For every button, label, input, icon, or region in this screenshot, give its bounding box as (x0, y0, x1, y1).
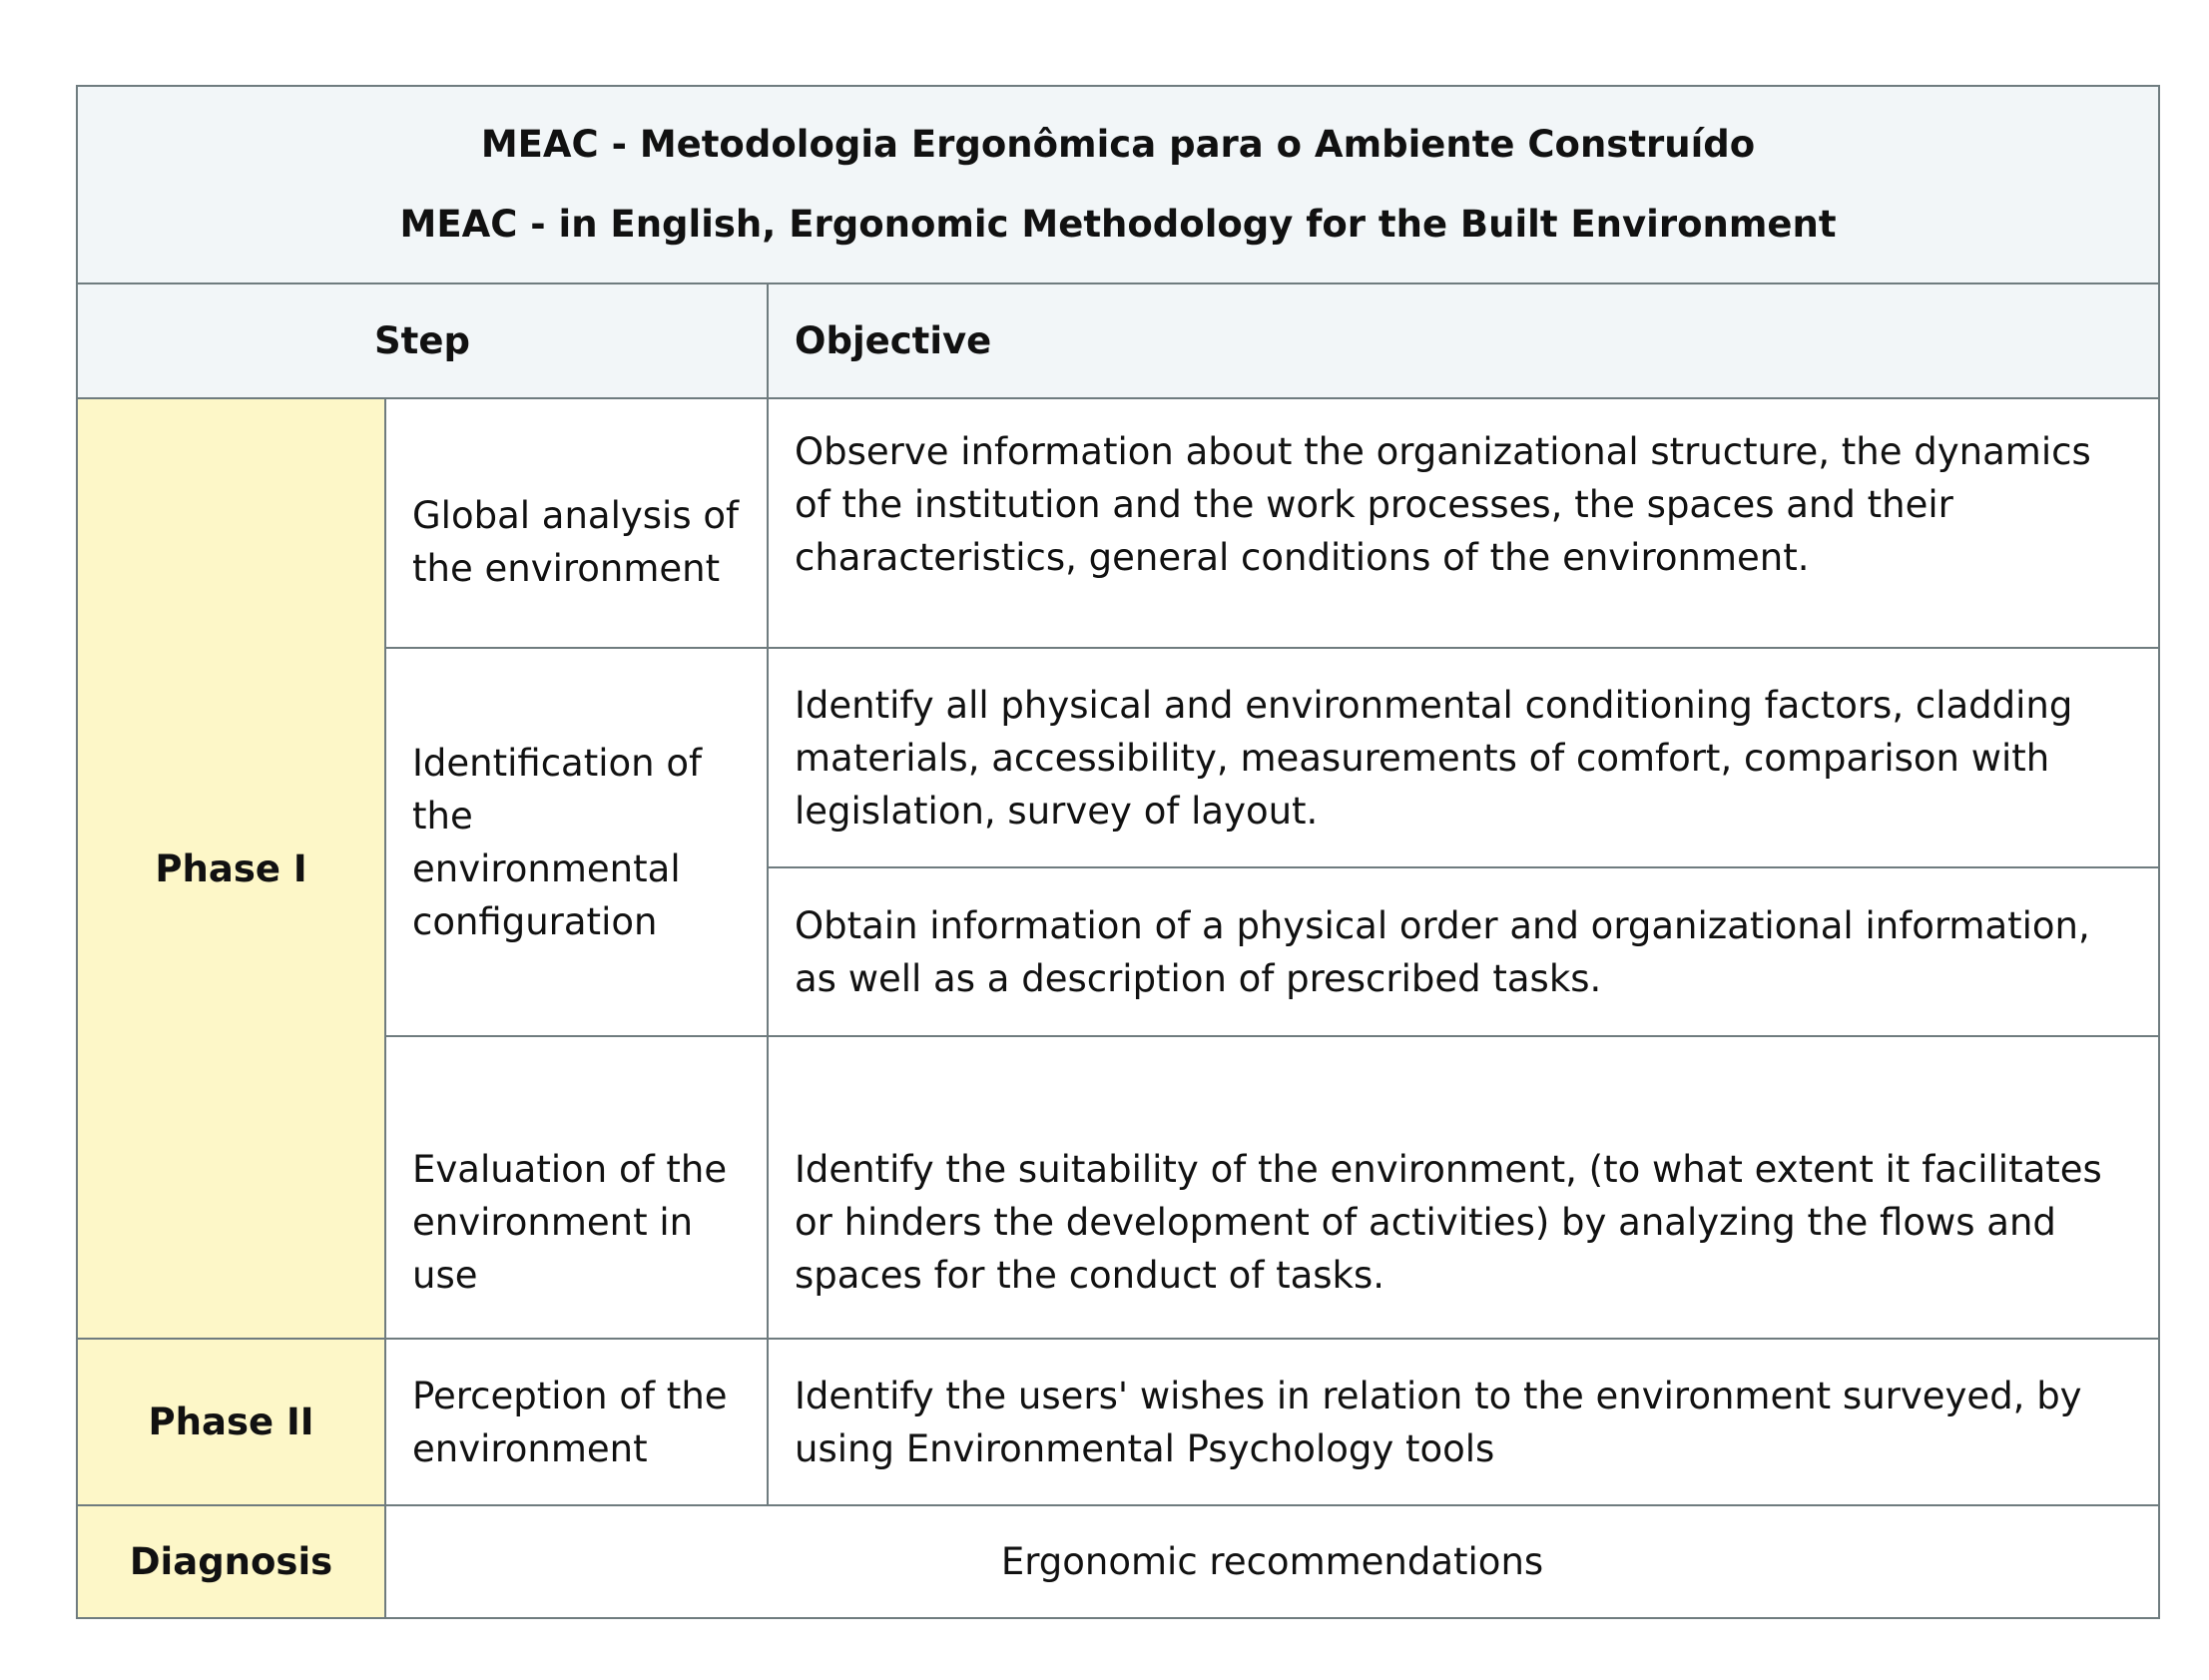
table-row (77, 648, 2159, 867)
step-identification: Identification of the environmental configuration (385, 648, 768, 1036)
title-line-english: MEAC - in English, Ergonomic Methodology for the Built Environment (399, 203, 1837, 246)
table-row (77, 1339, 2159, 1505)
step-evaluation: Evaluation of the environment in use (385, 1036, 768, 1339)
header-objective: Objective (768, 283, 2159, 398)
step-perception: Perception of the environment (385, 1339, 768, 1505)
phase-1-label: Phase I (77, 398, 385, 1339)
title-line-portuguese: MEAC - Metodologia Ergonômica para o Ambiente Construído (480, 123, 1756, 166)
objective-evaluation: Identify the suitability of the environment, (to what extent it facilitates or hinders the development of activities) by analyzing the flows and spaces for the conduct of tasks. (768, 1036, 2159, 1339)
diagnosis-objective: Ergonomic recommendations (385, 1505, 2159, 1618)
objective-identification-a: Identify all physical and environmental conditioning factors, cladding materials, accessibility, measurements of comfort, comparison with legislation, survey of layout. (768, 648, 2159, 867)
meac-table (76, 85, 2160, 1619)
objective-global-analysis: Observe information about the organizational structure, the dynamics of the institution and the work processes, the spaces and their characteristics, general conditions of the environment. (768, 398, 2159, 648)
phase-2-label: Phase II (77, 1339, 385, 1505)
table-title (77, 86, 2159, 283)
table-row (77, 1036, 2159, 1339)
diagnosis-label: Diagnosis (77, 1505, 385, 1618)
objective-perception: Identify the users' wishes in relation to the environment surveyed, by using Environmental Psychology tools (768, 1339, 2159, 1505)
table-row (77, 398, 2159, 648)
title-row (77, 86, 2159, 283)
header-step: Step (77, 283, 768, 398)
objective-identification-b: Obtain information of a physical order and organizational information, as well as a description of prescribed tasks. (768, 867, 2159, 1036)
step-global-analysis: Global analysis of the environment (385, 398, 768, 648)
table-row (77, 1505, 2159, 1618)
header-row (77, 283, 2159, 398)
